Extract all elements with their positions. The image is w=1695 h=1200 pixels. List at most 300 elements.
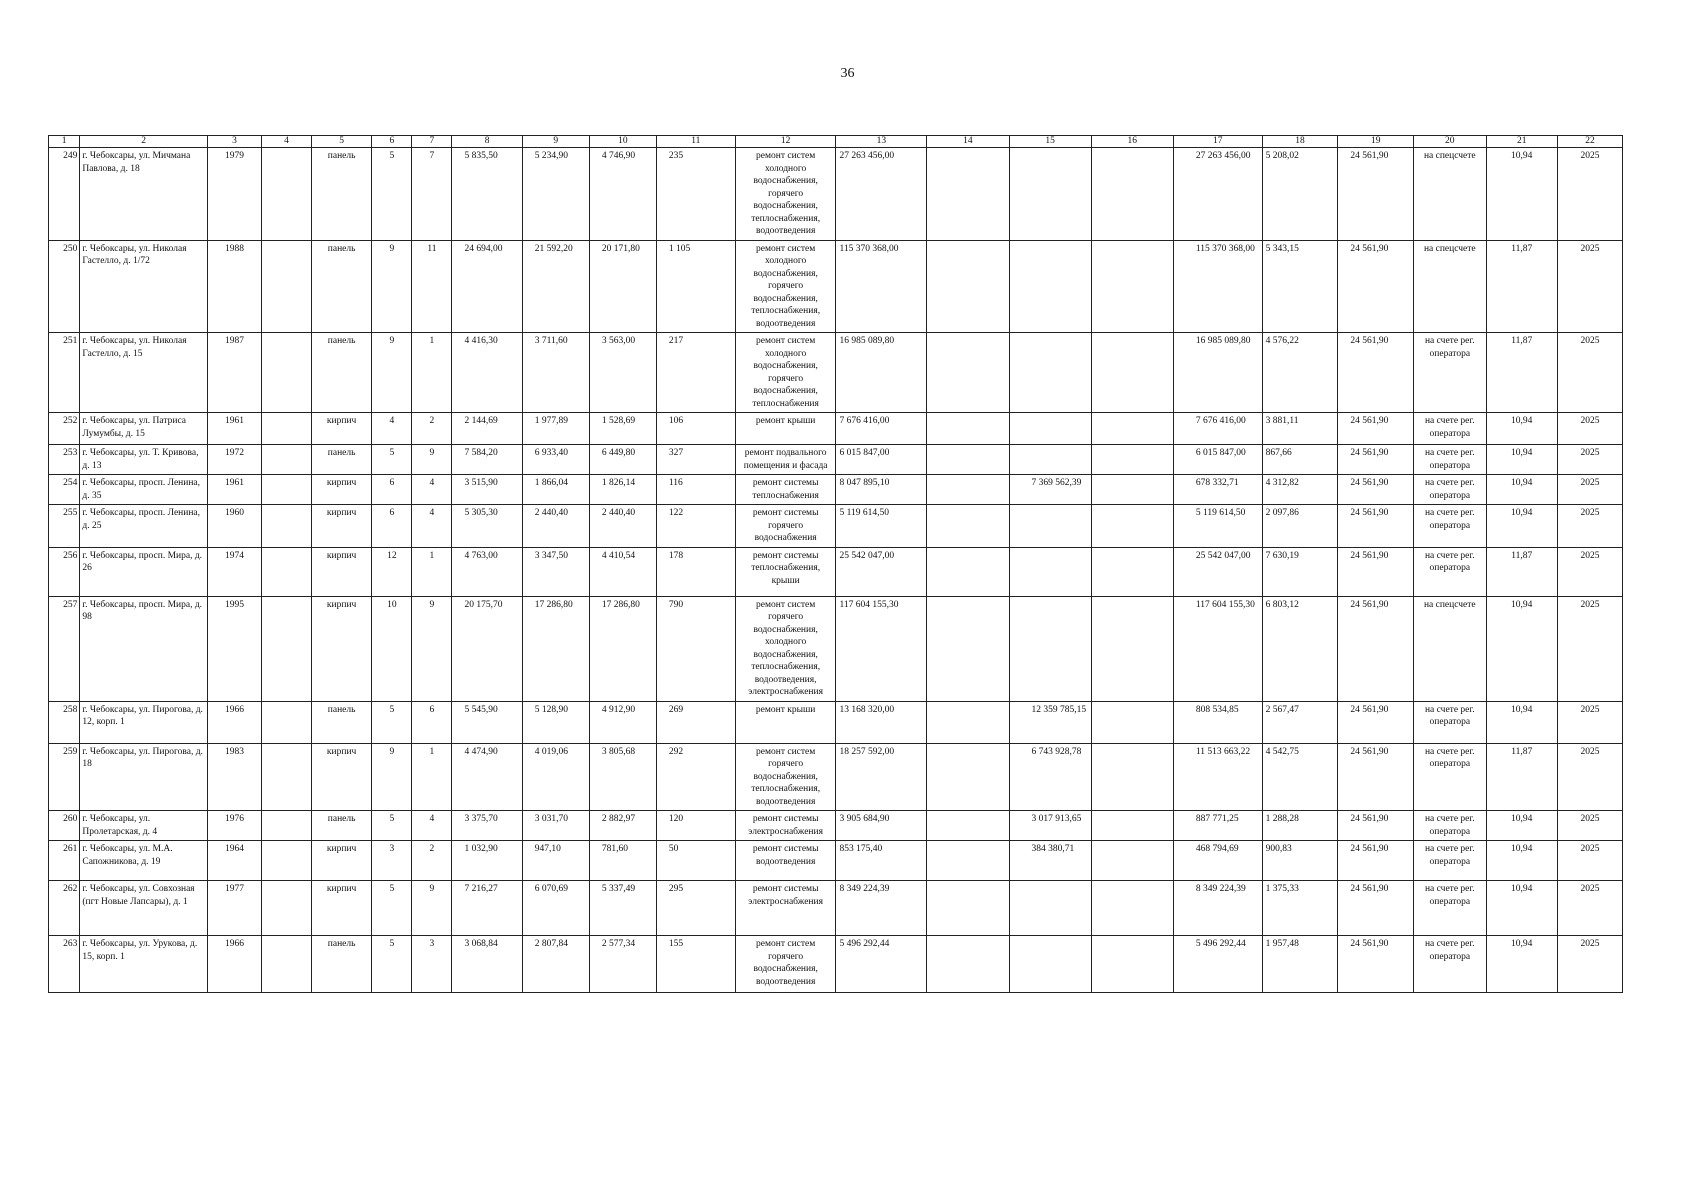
cell-private-area: 20 171,80: [589, 240, 656, 333]
cell-col-4: [262, 445, 312, 475]
cell-col-15: 384 380,71: [1009, 841, 1091, 881]
cell-col-16: [1091, 333, 1173, 413]
cell-col-4: [262, 240, 312, 333]
cell-fund-account: на счете рег. оператора: [1414, 881, 1486, 936]
cell-col-14: [927, 841, 1009, 881]
cell-total-cost: 5 496 292,44: [836, 936, 927, 993]
cell-col-18: 900,83: [1262, 841, 1338, 881]
column-header-1: 1: [49, 136, 80, 148]
cell-col-14: [927, 505, 1009, 548]
cell-entrances: 9: [412, 445, 452, 475]
cell-col-18: 5 343,15: [1262, 240, 1338, 333]
cell-residents: 790: [656, 596, 735, 701]
cell-col-21: 10,94: [1486, 811, 1557, 841]
cell-col-21: 10,94: [1486, 413, 1557, 445]
cell-row-number: 253: [49, 445, 80, 475]
cell-col-16: [1091, 743, 1173, 811]
cell-residential-area: 3 031,70: [522, 811, 589, 841]
cell-private-area: 781,60: [589, 841, 656, 881]
cell-wall-material: кирпич: [311, 743, 372, 811]
column-header-15: 15: [1009, 136, 1091, 148]
cell-col-4: [262, 148, 312, 241]
column-header-2: 2: [80, 136, 208, 148]
cell-col-14: [927, 475, 1009, 505]
cell-col-17: 115 370 368,00: [1173, 240, 1262, 333]
cell-wall-material: кирпич: [311, 475, 372, 505]
cell-row-number: 263: [49, 936, 80, 993]
cell-entrances: 1: [412, 743, 452, 811]
cell-fund-account: на счете рег. оператора: [1414, 333, 1486, 413]
cell-floors: 5: [372, 701, 412, 743]
cell-private-area: 4 410,54: [589, 547, 656, 596]
cell-row-number: 256: [49, 547, 80, 596]
cell-floors: 5: [372, 936, 412, 993]
cell-address: г. Чебоксары, ул. Пирогова, д. 12, корп. 1: [80, 701, 208, 743]
cell-col-18: 4 576,22: [1262, 333, 1338, 413]
cell-col-16: [1091, 505, 1173, 548]
cell-col-21: 10,94: [1486, 445, 1557, 475]
cell-col-4: [262, 841, 312, 881]
column-header-10: 10: [589, 136, 656, 148]
table-row: [49, 413, 1623, 445]
cell-fund-account: на счете рег. оператора: [1414, 743, 1486, 811]
cell-repair-type: ремонт системы электроснабжения: [735, 881, 836, 936]
cell-col-15: [1009, 148, 1091, 241]
table-row: [49, 333, 1623, 413]
cell-col-17: 6 015 847,00: [1173, 445, 1262, 475]
cell-address: г. Чебоксары, ул. Мичмана Павлова, д. 18: [80, 148, 208, 241]
cell-year-planned: 2025: [1557, 475, 1622, 505]
cell-col-16: [1091, 701, 1173, 743]
cell-year-built: 1964: [208, 841, 262, 881]
cell-col-17: 808 534,85: [1173, 701, 1262, 743]
cell-col-17: 5 496 292,44: [1173, 936, 1262, 993]
cell-col-15: 6 743 928,78: [1009, 743, 1091, 811]
cell-col-18: 7 630,19: [1262, 547, 1338, 596]
cell-col-14: [927, 413, 1009, 445]
cell-year-planned: 2025: [1557, 445, 1622, 475]
cell-fund-account: на спецсчете: [1414, 148, 1486, 241]
cell-col-18: 5 208,02: [1262, 148, 1338, 241]
cell-col-19: 24 561,90: [1338, 240, 1414, 333]
cell-total-cost: 13 168 320,00: [836, 701, 927, 743]
cell-floors: 5: [372, 148, 412, 241]
cell-col-4: [262, 547, 312, 596]
cell-repair-type: ремонт системы горячего водоснабжения: [735, 505, 836, 548]
cell-repair-type: ремонт крыши: [735, 413, 836, 445]
cell-col-4: [262, 743, 312, 811]
cell-residents: 155: [656, 936, 735, 993]
cell-wall-material: панель: [311, 148, 372, 241]
cell-col-15: [1009, 333, 1091, 413]
cell-entrances: 4: [412, 505, 452, 548]
cell-col-4: [262, 701, 312, 743]
cell-col-19: 24 561,90: [1338, 445, 1414, 475]
cell-wall-material: панель: [311, 936, 372, 993]
cell-floors: 5: [372, 811, 412, 841]
cell-col-19: 24 561,90: [1338, 841, 1414, 881]
cell-residents: 120: [656, 811, 735, 841]
cell-total-cost: 7 676 416,00: [836, 413, 927, 445]
cell-col-17: 887 771,25: [1173, 811, 1262, 841]
cell-col-16: [1091, 881, 1173, 936]
cell-residential-area: 3 347,50: [522, 547, 589, 596]
cell-address: г. Чебоксары, просп. Мира, д. 98: [80, 596, 208, 701]
cell-year-built: 1974: [208, 547, 262, 596]
cell-col-14: [927, 743, 1009, 811]
cell-entrances: 11: [412, 240, 452, 333]
cell-address: г. Чебоксары, ул. Пирогова, д. 18: [80, 743, 208, 811]
cell-repair-type: ремонт системы водоотведения: [735, 841, 836, 881]
cell-private-area: 4 746,90: [589, 148, 656, 241]
cell-col-4: [262, 881, 312, 936]
cell-total-cost: 8 349 224,39: [836, 881, 927, 936]
cell-col-16: [1091, 596, 1173, 701]
cell-total-area: 20 175,70: [452, 596, 522, 701]
cell-col-17: 25 542 047,00: [1173, 547, 1262, 596]
cell-total-cost: 8 047 895,10: [836, 475, 927, 505]
cell-col-4: [262, 333, 312, 413]
cell-private-area: 17 286,80: [589, 596, 656, 701]
capital-repair-table-container: [48, 135, 1623, 993]
cell-entrances: 3: [412, 936, 452, 993]
cell-year-planned: 2025: [1557, 505, 1622, 548]
cell-total-cost: 6 015 847,00: [836, 445, 927, 475]
cell-year-planned: 2025: [1557, 743, 1622, 811]
cell-year-planned: 2025: [1557, 841, 1622, 881]
cell-row-number: 261: [49, 841, 80, 881]
cell-residential-area: 6 933,40: [522, 445, 589, 475]
cell-row-number: 255: [49, 505, 80, 548]
cell-wall-material: кирпич: [311, 547, 372, 596]
cell-col-19: 24 561,90: [1338, 701, 1414, 743]
cell-wall-material: панель: [311, 240, 372, 333]
cell-col-17: 27 263 456,00: [1173, 148, 1262, 241]
cell-col-4: [262, 413, 312, 445]
cell-wall-material: панель: [311, 811, 372, 841]
cell-col-21: 11,87: [1486, 240, 1557, 333]
column-header-16: 16: [1091, 136, 1173, 148]
cell-private-area: 3 805,68: [589, 743, 656, 811]
cell-total-cost: 853 175,40: [836, 841, 927, 881]
cell-year-built: 1976: [208, 811, 262, 841]
cell-repair-type: ремонт систем горячего водоснабжения, теплоснабжения, водоотведения: [735, 743, 836, 811]
table-row: [49, 743, 1623, 811]
cell-col-21: 10,94: [1486, 475, 1557, 505]
cell-wall-material: панель: [311, 333, 372, 413]
cell-year-built: 1960: [208, 505, 262, 548]
cell-total-area: 5 835,50: [452, 148, 522, 241]
cell-row-number: 257: [49, 596, 80, 701]
cell-col-21: 10,94: [1486, 841, 1557, 881]
cell-total-cost: 3 905 684,90: [836, 811, 927, 841]
cell-year-planned: 2025: [1557, 148, 1622, 241]
table-row: [49, 881, 1623, 936]
cell-col-15: [1009, 936, 1091, 993]
cell-total-area: 24 694,00: [452, 240, 522, 333]
cell-col-16: [1091, 475, 1173, 505]
cell-col-4: [262, 505, 312, 548]
cell-floors: 3: [372, 841, 412, 881]
cell-residents: 217: [656, 333, 735, 413]
cell-residents: 116: [656, 475, 735, 505]
cell-total-area: 3 375,70: [452, 811, 522, 841]
cell-private-area: 3 563,00: [589, 333, 656, 413]
cell-year-planned: 2025: [1557, 881, 1622, 936]
cell-total-area: 3 515,90: [452, 475, 522, 505]
table-row: [49, 240, 1623, 333]
cell-residential-area: 3 711,60: [522, 333, 589, 413]
cell-repair-type: ремонт крыши: [735, 701, 836, 743]
cell-total-area: 7 216,27: [452, 881, 522, 936]
cell-residents: 295: [656, 881, 735, 936]
cell-entrances: 7: [412, 148, 452, 241]
cell-year-planned: 2025: [1557, 333, 1622, 413]
cell-col-18: 1 288,28: [1262, 811, 1338, 841]
table-row: [49, 148, 1623, 241]
cell-residents: 122: [656, 505, 735, 548]
cell-col-14: [927, 547, 1009, 596]
cell-fund-account: на спецсчете: [1414, 240, 1486, 333]
cell-col-19: 24 561,90: [1338, 475, 1414, 505]
cell-repair-type: ремонт системы электроснабжения: [735, 811, 836, 841]
cell-repair-type: ремонт систем холодного водоснабжения, горячего водоснабжения, теплоснабжения, водоотведения: [735, 240, 836, 333]
cell-total-area: 3 068,84: [452, 936, 522, 993]
cell-total-cost: 18 257 592,00: [836, 743, 927, 811]
cell-col-18: 2 567,47: [1262, 701, 1338, 743]
cell-floors: 5: [372, 445, 412, 475]
cell-col-14: [927, 240, 1009, 333]
cell-col-21: 11,87: [1486, 743, 1557, 811]
cell-year-built: 1961: [208, 413, 262, 445]
cell-col-4: [262, 936, 312, 993]
cell-year-planned: 2025: [1557, 701, 1622, 743]
cell-wall-material: кирпич: [311, 596, 372, 701]
column-header-13: 13: [836, 136, 927, 148]
cell-total-cost: 27 263 456,00: [836, 148, 927, 241]
cell-col-18: 867,66: [1262, 445, 1338, 475]
cell-fund-account: на счете рег. оператора: [1414, 936, 1486, 993]
cell-year-planned: 2025: [1557, 596, 1622, 701]
cell-col-19: 24 561,90: [1338, 505, 1414, 548]
cell-total-area: 7 584,20: [452, 445, 522, 475]
cell-residents: 1 105: [656, 240, 735, 333]
cell-col-16: [1091, 811, 1173, 841]
cell-col-15: [1009, 413, 1091, 445]
cell-year-planned: 2025: [1557, 413, 1622, 445]
cell-total-area: 2 144,69: [452, 413, 522, 445]
cell-year-built: 1988: [208, 240, 262, 333]
cell-year-built: 1961: [208, 475, 262, 505]
cell-address: г. Чебоксары, просп. Ленина, д. 35: [80, 475, 208, 505]
cell-col-15: [1009, 505, 1091, 548]
cell-col-19: 24 561,90: [1338, 148, 1414, 241]
cell-col-18: 3 881,11: [1262, 413, 1338, 445]
cell-col-14: [927, 148, 1009, 241]
cell-col-21: 10,94: [1486, 505, 1557, 548]
cell-fund-account: на счете рег. оператора: [1414, 547, 1486, 596]
table-row: [49, 475, 1623, 505]
cell-address: г. Чебоксары, ул. Урукова, д. 15, корп. 1: [80, 936, 208, 993]
cell-total-area: 4 474,90: [452, 743, 522, 811]
cell-wall-material: панель: [311, 445, 372, 475]
cell-col-21: 10,94: [1486, 596, 1557, 701]
cell-col-19: 24 561,90: [1338, 881, 1414, 936]
cell-col-16: [1091, 148, 1173, 241]
table-row: [49, 701, 1623, 743]
table-row: [49, 936, 1623, 993]
column-header-21: 21: [1486, 136, 1557, 148]
cell-col-19: 24 561,90: [1338, 547, 1414, 596]
cell-private-area: 1 528,69: [589, 413, 656, 445]
cell-entrances: 2: [412, 413, 452, 445]
cell-year-planned: 2025: [1557, 936, 1622, 993]
cell-col-17: 678 332,71: [1173, 475, 1262, 505]
cell-col-15: [1009, 445, 1091, 475]
cell-col-17: 11 513 663,22: [1173, 743, 1262, 811]
cell-col-19: 24 561,90: [1338, 936, 1414, 993]
cell-col-14: [927, 333, 1009, 413]
cell-total-cost: 16 985 089,80: [836, 333, 927, 413]
cell-repair-type: ремонт систем холодного водоснабжения, горячего водоснабжения, теплоснабжения: [735, 333, 836, 413]
column-header-22: 22: [1557, 136, 1622, 148]
cell-wall-material: кирпич: [311, 841, 372, 881]
cell-residents: 50: [656, 841, 735, 881]
cell-residents: 106: [656, 413, 735, 445]
cell-row-number: 259: [49, 743, 80, 811]
cell-col-4: [262, 811, 312, 841]
cell-address: г. Чебоксары, просп. Мира, д. 26: [80, 547, 208, 596]
cell-col-16: [1091, 413, 1173, 445]
cell-fund-account: на счете рег. оператора: [1414, 701, 1486, 743]
cell-col-14: [927, 811, 1009, 841]
cell-row-number: 260: [49, 811, 80, 841]
table-row: [49, 811, 1623, 841]
cell-col-21: 10,94: [1486, 148, 1557, 241]
cell-col-14: [927, 701, 1009, 743]
cell-residents: 269: [656, 701, 735, 743]
cell-private-area: 1 826,14: [589, 475, 656, 505]
cell-residents: 178: [656, 547, 735, 596]
cell-col-19: 24 561,90: [1338, 811, 1414, 841]
cell-residents: 292: [656, 743, 735, 811]
cell-col-21: 10,94: [1486, 701, 1557, 743]
cell-floors: 9: [372, 240, 412, 333]
cell-year-built: 1972: [208, 445, 262, 475]
cell-total-area: 4 763,00: [452, 547, 522, 596]
column-header-8: 8: [452, 136, 522, 148]
cell-col-18: 4 312,82: [1262, 475, 1338, 505]
cell-residential-area: 1 866,04: [522, 475, 589, 505]
cell-col-14: [927, 936, 1009, 993]
cell-residential-area: 5 234,90: [522, 148, 589, 241]
cell-wall-material: панель: [311, 701, 372, 743]
cell-year-built: 1977: [208, 881, 262, 936]
cell-year-built: 1966: [208, 936, 262, 993]
cell-col-16: [1091, 445, 1173, 475]
cell-col-15: 12 359 785,15: [1009, 701, 1091, 743]
cell-col-15: [1009, 596, 1091, 701]
cell-residential-area: 6 070,69: [522, 881, 589, 936]
cell-col-21: 11,87: [1486, 547, 1557, 596]
cell-col-19: 24 561,90: [1338, 596, 1414, 701]
cell-col-15: 3 017 913,65: [1009, 811, 1091, 841]
cell-repair-type: ремонт системы теплоснабжения, крыши: [735, 547, 836, 596]
capital-repair-table: [48, 135, 1623, 993]
cell-address: г. Чебоксары, ул. Т. Кривова, д. 13: [80, 445, 208, 475]
column-number-row: [49, 136, 1623, 148]
cell-col-19: 24 561,90: [1338, 743, 1414, 811]
cell-entrances: 2: [412, 841, 452, 881]
cell-col-17: 5 119 614,50: [1173, 505, 1262, 548]
cell-entrances: 4: [412, 475, 452, 505]
cell-residents: 327: [656, 445, 735, 475]
cell-col-17: 468 794,69: [1173, 841, 1262, 881]
cell-total-cost: 115 370 368,00: [836, 240, 927, 333]
cell-private-area: 4 912,90: [589, 701, 656, 743]
cell-fund-account: на счете рег. оператора: [1414, 841, 1486, 881]
cell-entrances: 9: [412, 881, 452, 936]
cell-floors: 12: [372, 547, 412, 596]
cell-wall-material: кирпич: [311, 881, 372, 936]
cell-residential-area: 1 977,89: [522, 413, 589, 445]
cell-year-planned: 2025: [1557, 811, 1622, 841]
cell-col-17: 8 349 224,39: [1173, 881, 1262, 936]
cell-total-cost: 117 604 155,30: [836, 596, 927, 701]
cell-residential-area: 947,10: [522, 841, 589, 881]
column-header-17: 17: [1173, 136, 1262, 148]
cell-floors: 6: [372, 475, 412, 505]
table-body: [49, 148, 1623, 993]
cell-col-14: [927, 596, 1009, 701]
cell-floors: 4: [372, 413, 412, 445]
cell-repair-type: ремонт системы теплоснабжения: [735, 475, 836, 505]
cell-repair-type: ремонт систем холодного водоснабжения, горячего водоснабжения, теплоснабжения, водоотведения: [735, 148, 836, 241]
table-row: [49, 841, 1623, 881]
cell-address: г. Чебоксары, ул. Николая Гастелло, д. 1/72: [80, 240, 208, 333]
cell-col-19: 24 561,90: [1338, 333, 1414, 413]
cell-col-21: 10,94: [1486, 936, 1557, 993]
cell-private-area: 2 577,34: [589, 936, 656, 993]
cell-entrances: 4: [412, 811, 452, 841]
cell-floors: 9: [372, 333, 412, 413]
cell-floors: 6: [372, 505, 412, 548]
cell-col-18: 1 957,48: [1262, 936, 1338, 993]
cell-residential-area: 2 807,84: [522, 936, 589, 993]
cell-row-number: 252: [49, 413, 80, 445]
cell-year-planned: 2025: [1557, 547, 1622, 596]
cell-row-number: 251: [49, 333, 80, 413]
cell-col-17: 117 604 155,30: [1173, 596, 1262, 701]
cell-col-16: [1091, 240, 1173, 333]
table-row: [49, 547, 1623, 596]
cell-address: г. Чебоксары, просп. Ленина, д. 25: [80, 505, 208, 548]
cell-col-18: 1 375,33: [1262, 881, 1338, 936]
cell-col-4: [262, 596, 312, 701]
cell-col-19: 24 561,90: [1338, 413, 1414, 445]
page-number: 36: [840, 66, 855, 81]
cell-year-built: 1995: [208, 596, 262, 701]
column-header-14: 14: [927, 136, 1009, 148]
cell-residential-area: 2 440,40: [522, 505, 589, 548]
cell-col-15: [1009, 547, 1091, 596]
cell-floors: 5: [372, 881, 412, 936]
cell-repair-type: ремонт систем горячего водоснабжения, водоотведения: [735, 936, 836, 993]
cell-fund-account: на счете рег. оператора: [1414, 811, 1486, 841]
cell-col-14: [927, 445, 1009, 475]
cell-fund-account: на счете рег. оператора: [1414, 413, 1486, 445]
cell-total-cost: 5 119 614,50: [836, 505, 927, 548]
